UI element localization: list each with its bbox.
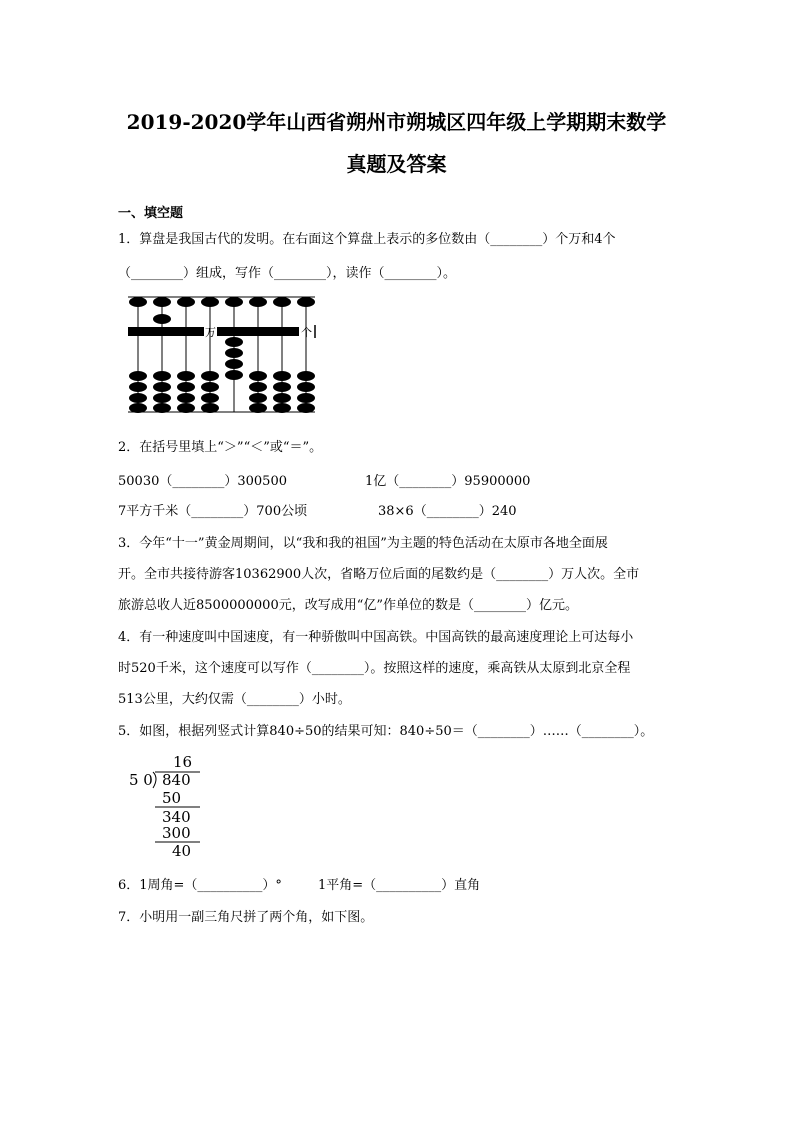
q3-line1: 3．今年“十一”黄金周期间，以“我和我的祖国”为主题的特色活动在太原市各地全面展 xyxy=(118,536,608,551)
abacus-label-ge: 个 xyxy=(301,326,312,339)
long-division-figure xyxy=(125,750,235,860)
q2-item-4: 38×6（________）240 xyxy=(378,504,517,519)
q3-line2: 开。全市共接待游客10362900人次，省略万位后面的尾数约是（________）万人次。全市 xyxy=(118,567,640,582)
abacus-label-wan: 万 xyxy=(205,326,216,339)
division-step3: 300 xyxy=(162,824,191,842)
q1-line2: （________）组成，写作（________），读作（________）。 xyxy=(118,266,457,281)
q4-line1: 4．有一种速度叫中国速度，有一种骄傲叫中国高铁。中国高铁的最高速度理论上可达每小 xyxy=(118,630,634,645)
q4-line2: 时520千米，这个速度可以写作（________）。按照这样的速度，乘高铁从太原到北京全程 xyxy=(118,661,631,676)
division-remainder: 40 xyxy=(172,842,192,860)
q2-item-1: 50030（________）300500 xyxy=(118,474,287,489)
division-step2: 340 xyxy=(162,808,191,826)
page-title-line1: 2019-2020学年山西省朔州市朔城区四年级上学期期末数学 xyxy=(126,110,667,134)
section-heading: 一、填空题 xyxy=(118,206,184,221)
abacus-figure xyxy=(125,292,325,417)
q4-line3: 513公里，大约仅需（________）小时。 xyxy=(118,692,351,707)
q6-part1: 6．1周角=（__________）° xyxy=(118,878,282,893)
q1-line1: 1．算盘是我国古代的发明。在右面这个算盘上表示的多位数由（________）个万和4个 xyxy=(118,232,616,247)
division-dividend: 840 xyxy=(162,771,191,789)
page-title-line2: 真题及答案 xyxy=(346,152,447,176)
q6-part2: 1平角=（__________）直角 xyxy=(318,878,481,893)
division-step1: 50 xyxy=(162,789,182,807)
q3-line3: 旅游总收人近8500000000元，改写成用“亿”作单位的数是（________）亿元。 xyxy=(118,598,579,613)
q2-line1: 2．在括号里填上“＞”“＜”或“＝”。 xyxy=(118,440,323,455)
q7-line1: 7．小明用一副三角尺拼了两个角，如下图。 xyxy=(118,910,374,925)
q2-item-3: 7平方千米（________）700公顷 xyxy=(118,504,308,519)
q2-item-2: 1亿（________）95900000 xyxy=(365,474,531,489)
division-quotient: 16 xyxy=(173,753,193,771)
division-divisor: 5 0 xyxy=(129,771,153,789)
q5-line1: 5．如图，根据列竖式计算840÷50的结果可知：840÷50＝（________）……（________）。 xyxy=(118,724,654,739)
